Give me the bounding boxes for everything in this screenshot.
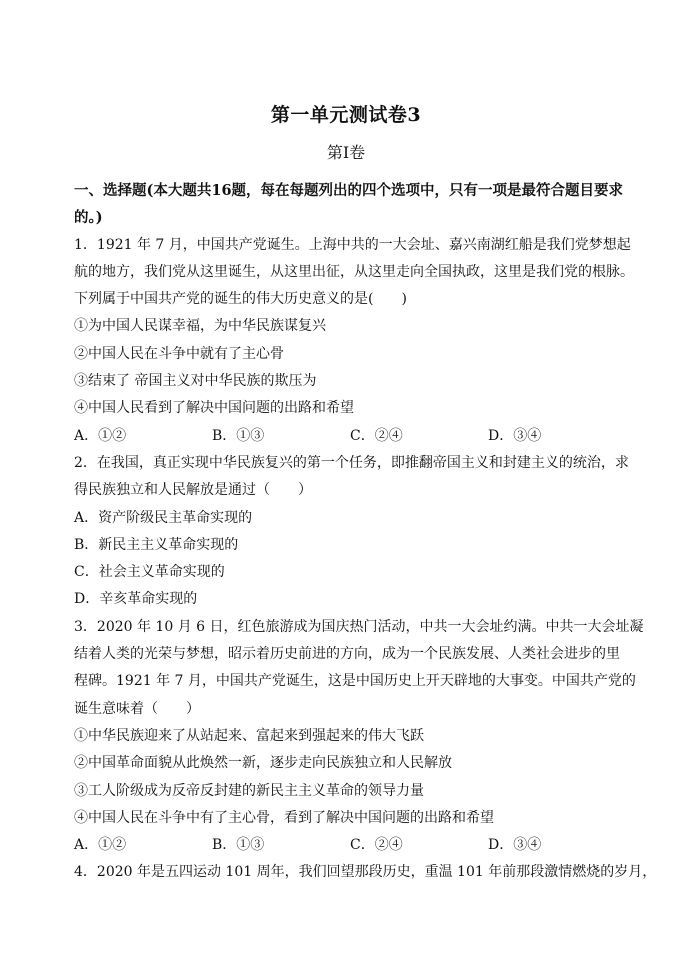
question-3-options [74, 832, 634, 859]
option-b: B．①③ [212, 837, 265, 854]
question-1-options [74, 423, 634, 450]
option-b: B．①③ [212, 427, 265, 444]
question-2-choice-d: D．辛亥革命实现的 [74, 591, 198, 608]
question-3-item: ②中国革命面貌从此焕然一新，逐步走向民族独立和人民解放 [74, 755, 452, 772]
question-3-item: ④中国人民在斗争中有了主心骨，看到了解决中国问题的出路和希望 [74, 809, 494, 826]
page-subtitle: 第Ⅰ卷 [326, 143, 366, 162]
page-title: 第一单元测试卷3 [270, 104, 422, 126]
question-1-item: ②中国人民在斗争中就有了主心骨 [74, 345, 284, 362]
option-d: D．③④ [488, 837, 542, 854]
question-2-choice-b: B．新民主主义革命实现的 [74, 536, 239, 553]
question-1-item: ③结束了 帝国主义对中华民族的欺压为 [74, 373, 317, 390]
question-3-text: 结着人类的光荣与梦想，昭示着历史前进的方向，成为一个民族发展、人类社会进步的里 [74, 646, 620, 663]
document-body [74, 177, 657, 887]
question-4-text: 4．2020 年是五四运动 101 周年，我们回望那段历史，重温 101 年前那段激情燃烧的岁月， [74, 864, 657, 881]
option-a: A．①② [74, 837, 127, 854]
question-2-text: 得民族独立和人民解放是通过（ ） [74, 482, 312, 499]
question-3-item: ①中华民族迎来了从站起来、富起来到强起来的伟大飞跃 [74, 727, 424, 744]
question-1-item: ④中国人民看到了解决中国问题的出路和希望 [74, 400, 354, 417]
question-1-text: 1．1921 年 7 月，中国共产党诞生。上海中共的一大会址、嘉兴南湖红船是我们党梦想起 [74, 236, 631, 253]
question-3-text: 诞生意味着（ ） [74, 700, 200, 717]
question-1-item: ①为中国人民谋幸福，为中华民族谋复兴 [74, 318, 326, 335]
section-heading-continued: 的。) [74, 209, 103, 227]
question-1-text: 下列属于中国共产党的诞生的伟大历史意义的是( ) [74, 291, 407, 308]
question-1-text: 航的地方，我们党从这里诞生，从这里出征，从这里走向全国执政，这里是我们党的根脉。 [74, 263, 634, 280]
question-2-choice-c: C．社会主义革命实现的 [74, 564, 225, 581]
option-d: D．③④ [488, 427, 542, 444]
option-c: C．②④ [350, 427, 403, 444]
section-heading: 一、选择题(本大题共16题，每在每题列出的四个选项中，只有一项是最符合题目要求 [74, 182, 624, 199]
option-c: C．②④ [350, 837, 403, 854]
question-2-text: 2．在我国，真正实现中华民族复兴的第一个任务，即推翻帝国主义和封建主义的统治，求 [74, 454, 629, 471]
question-3-text: 程碑。1921 年 7 月，中国共产党诞生，这是中国历史上开天辟地的大事变。中国共产党的 [74, 673, 636, 690]
question-2-choice-a: A．资产阶级民主革命实现的 [74, 509, 253, 526]
option-a: A．①② [74, 427, 127, 444]
question-3-text: 3．2020 年 10 月 6 日，红色旅游成为国庆热门活动，中共一大会址约满。中共一大会址凝 [74, 618, 644, 635]
question-3-item: ③工人阶级成为反帝反封建的新民主主义革命的领导力量 [74, 782, 424, 799]
